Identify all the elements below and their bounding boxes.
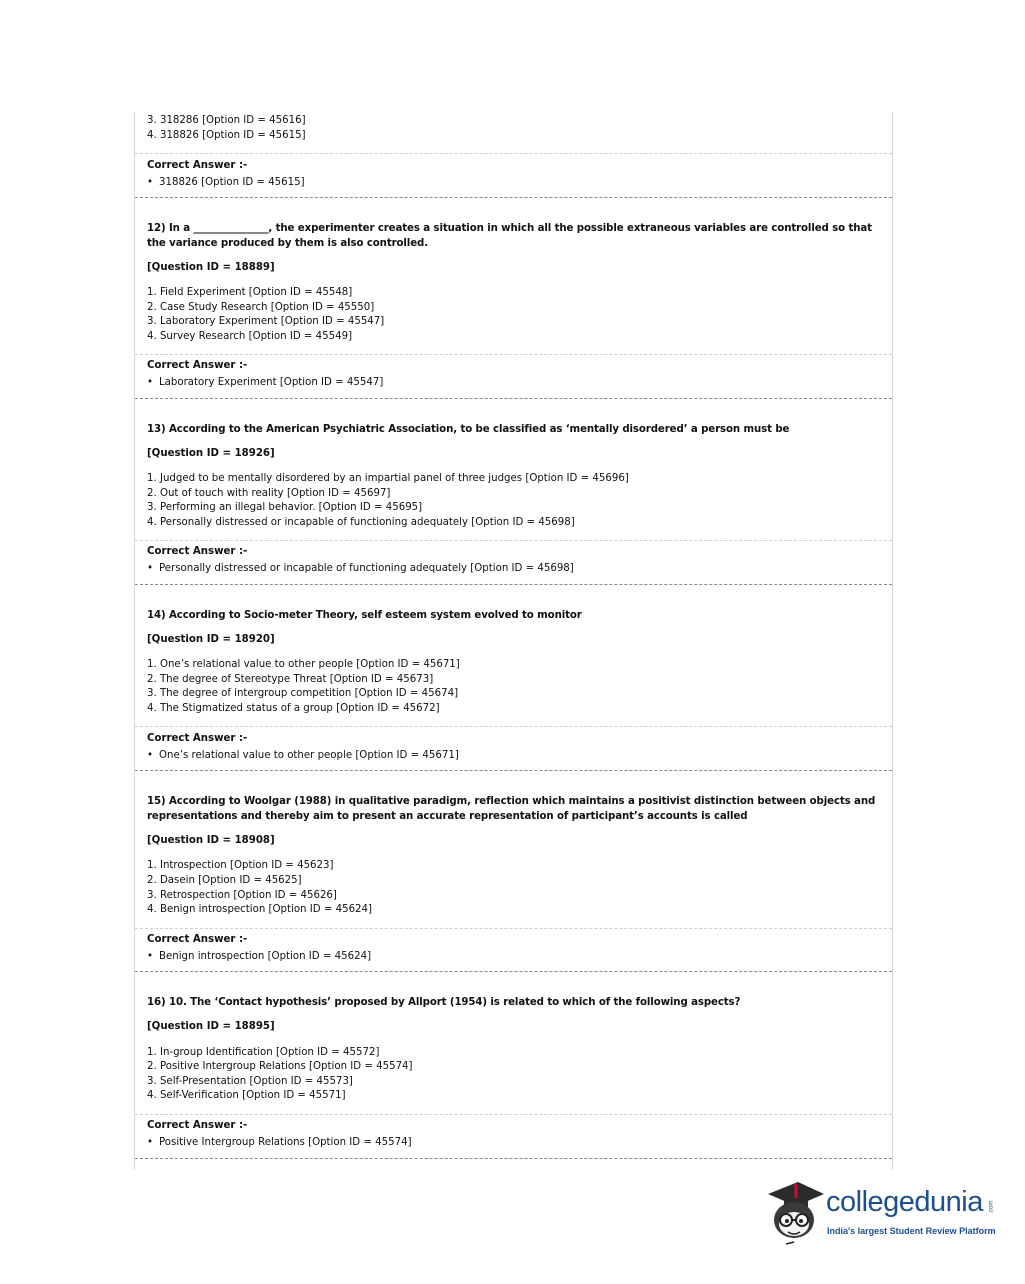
question-divider bbox=[135, 770, 892, 771]
logo-tagline: India's largest Student Review Platform bbox=[827, 1226, 996, 1236]
correct-answer-label: Correct Answer :- bbox=[147, 360, 248, 371]
mascot-icon bbox=[764, 1176, 826, 1250]
correct-answer: • Personally distressed or incapable of functioning adequately [Option ID = 45698] bbox=[147, 563, 574, 574]
option-item: 3. Self-Presentation [Option ID = 45573] bbox=[147, 1076, 353, 1087]
question-divider bbox=[135, 1158, 892, 1159]
divider bbox=[135, 540, 892, 541]
logo-suffix: .com bbox=[988, 1200, 995, 1214]
option-item: 1. One’s relational value to other people [Option ID = 45671] bbox=[147, 659, 460, 670]
option-item: 2. Dasein [Option ID = 45625] bbox=[147, 875, 302, 886]
option-item: 3. 318286 [Option ID = 45616] bbox=[147, 115, 306, 126]
option-item: 1. In-group Identification [Option ID = 45572] bbox=[147, 1047, 380, 1058]
question-divider bbox=[135, 971, 892, 972]
question-title: 14) According to Socio-meter Theory, self esteem system evolved to monitor bbox=[147, 610, 582, 621]
option-item: 1. Judged to be mentally disordered by an impartial panel of three judges [Option ID = 45696] bbox=[147, 473, 629, 484]
divider bbox=[135, 1114, 892, 1115]
option-item: 3. Performing an illegal behavior. [Option ID = 45695] bbox=[147, 502, 423, 513]
option-item: 2. Out of touch with reality [Option ID = 45697] bbox=[147, 488, 391, 499]
correct-answer-label: Correct Answer :- bbox=[147, 1120, 248, 1131]
correct-answer: • One’s relational value to other people [Option ID = 45671] bbox=[147, 750, 459, 761]
correct-answer-label: Correct Answer :- bbox=[147, 733, 248, 744]
option-item: 3. Laboratory Experiment [Option ID = 45547] bbox=[147, 316, 385, 327]
option-item: 4. The Stigmatized status of a group [Option ID = 45672] bbox=[147, 703, 440, 714]
logo-wordmark: collegedunia bbox=[826, 1186, 983, 1218]
option-item: 2. Case Study Research [Option ID = 45550] bbox=[147, 302, 375, 313]
question-divider bbox=[135, 197, 892, 198]
option-item: 3. The degree of intergroup competition [Option ID = 45674] bbox=[147, 688, 459, 699]
option-item: 4. 318826 [Option ID = 45615] bbox=[147, 130, 306, 141]
question-title: 13) According to the American Psychiatric Association, to be classified as ‘mentally disordered’ a person must be bbox=[147, 424, 790, 435]
correct-answer: • Benign introspection [Option ID = 45624] bbox=[147, 951, 372, 962]
option-item: 1. Introspection [Option ID = 45623] bbox=[147, 860, 334, 871]
divider bbox=[135, 726, 892, 727]
correct-answer: • 318826 [Option ID = 45615] bbox=[147, 177, 305, 188]
option-item: 4. Survey Research [Option ID = 45549] bbox=[147, 331, 353, 342]
option-item: 3. Retrospection [Option ID = 45626] bbox=[147, 890, 337, 901]
option-item: 2. The degree of Stereotype Threat [Option ID = 45673] bbox=[147, 674, 434, 685]
option-item: 4. Personally distressed or incapable of functioning adequately [Option ID = 45698] bbox=[147, 517, 575, 528]
question-title: 15) According to Woolgar (1988) in qualitative paradigm, reflection which maintains a positivist distinction between objects and representations and thereby aim to present an accurate representation of participant’s accounts is called bbox=[147, 796, 876, 822]
option-item: 2. Positive Intergroup Relations [Option ID = 45574] bbox=[147, 1061, 413, 1072]
question-paper bbox=[134, 112, 893, 1170]
question-id: [Question ID = 18889] bbox=[147, 262, 275, 273]
option-item: 4. Self-Verification [Option ID = 45571] bbox=[147, 1090, 346, 1101]
question-id: [Question ID = 18895] bbox=[147, 1021, 275, 1032]
question-divider bbox=[135, 584, 892, 585]
question-title: 16) 10. The ‘Contact hypothesis’ proposed by Allport (1954) is related to which of the following aspects? bbox=[147, 997, 741, 1008]
option-item: 4. Benign introspection [Option ID = 45624] bbox=[147, 904, 372, 915]
question-divider bbox=[135, 398, 892, 399]
collegedunia-logo bbox=[764, 1176, 1004, 1250]
correct-answer-label: Correct Answer :- bbox=[147, 934, 248, 945]
divider bbox=[135, 153, 892, 154]
question-id: [Question ID = 18908] bbox=[147, 835, 275, 846]
divider bbox=[135, 354, 892, 355]
correct-answer: • Laboratory Experiment [Option ID = 45547] bbox=[147, 377, 384, 388]
option-item: 1. Field Experiment [Option ID = 45548] bbox=[147, 287, 353, 298]
divider bbox=[135, 928, 892, 929]
correct-answer: • Positive Intergroup Relations [Option ID = 45574] bbox=[147, 1137, 412, 1148]
question-title: 12) In a _______________, the experimenter creates a situation in which all the possible extraneous variables are controlled so that the variance produced by them is also controlled. bbox=[147, 223, 872, 249]
question-id: [Question ID = 18926] bbox=[147, 448, 275, 459]
correct-answer-label: Correct Answer :- bbox=[147, 546, 248, 557]
question-id: [Question ID = 18920] bbox=[147, 634, 275, 645]
correct-answer-label: Correct Answer :- bbox=[147, 160, 248, 171]
